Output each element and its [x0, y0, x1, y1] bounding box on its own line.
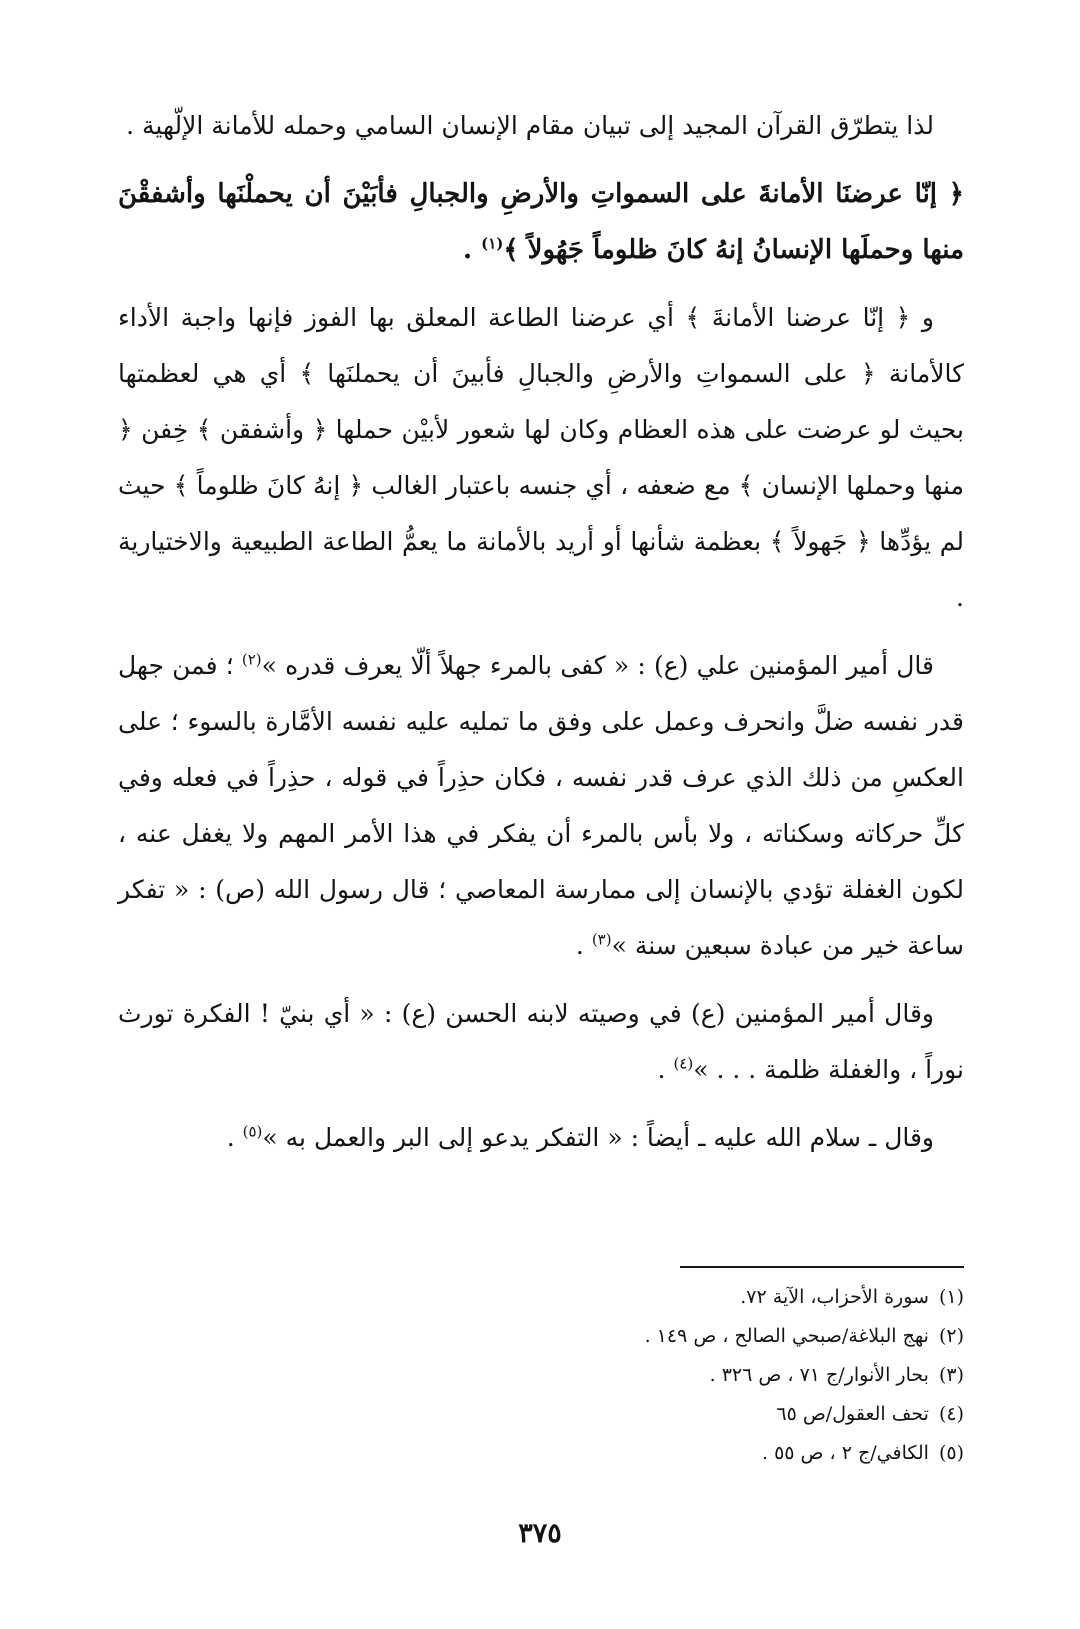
page-body [118, 98, 964, 1178]
quran-verse [118, 166, 964, 278]
footnote-text: الكافي/ج ٢ ، ص ٥٥ . [761, 1442, 929, 1464]
also-quote-paragraph [118, 1110, 964, 1166]
footnote-ref-3: (٣) [591, 930, 612, 949]
ali-quote-paragraph [118, 638, 964, 974]
footnote-text: سورة الأحزاب، الآية ٧٢. [740, 1286, 929, 1308]
page-number: ٣٧٥ [518, 1518, 562, 1549]
footnote-item [500, 1395, 964, 1434]
footnote-number: (٤) [938, 1403, 964, 1425]
footnote-item [500, 1317, 964, 1356]
hasan-quote-text: وقال أمير المؤمنين (ع) في وصيته لابنه الحسن (ع) : « أي بنيّ ! الفكرة تورث نوراً ، والغفلة ظلمة . . . » [118, 999, 964, 1084]
footnotes [500, 1278, 964, 1473]
footnote-number: (٢) [938, 1325, 964, 1347]
also-quote-tail: . [226, 1123, 243, 1152]
footnote-ref-5: (٥) [242, 1122, 263, 1141]
ali-quote-continuation: ؛ فمن جهل قدر نفسه ضلَّ وانحرف وعمل على وفق ما تمليه عليه نفسه الأمَّارة بالسوء ؛ على العكسِ من ذلك الذي عرف قدر نفسه ، فكان حذِراً في قوله ، حذِراً في فعله وفي كلِّ حركاته وسكناته ، ولا بأس بالمرء أن يفكر في هذا الأمر المهم ولا يغفل عنه ، لكون الغفلة تؤدي بالإنسان إلى ممارسة المعاصي ؛ قال رسول الله (ص) : « تفكر ساعة خير من عبادة سبعين سنة » [118, 651, 964, 960]
ali-quote-text: قال أمير المؤمنين علي (ع) : « كفى بالمرء جهلاً ألّا يعرف قدره » [261, 651, 935, 680]
footnote-ref-4: (٤) [673, 1054, 694, 1073]
footnote-text: تحف العقول/ص ٦٥ [776, 1403, 929, 1425]
quran-verse-tail: . [462, 235, 482, 265]
hasan-quote-tail: . [657, 1055, 674, 1084]
footnote-item [500, 1356, 964, 1395]
footnote-number: (١) [938, 1286, 964, 1308]
also-quote-text: وقال ـ سلام الله عليه ـ أيضاً : « التفكر يدعو إلى البر والعمل به » [262, 1123, 934, 1152]
ali-quote-tail: . [575, 931, 592, 960]
intro-paragraph: لذا يتطرّق القرآن المجيد إلى تبيان مقام الإنسان السامي وحمله للأمانة الإلّهية . [126, 111, 934, 140]
footnote-number: (٥) [938, 1442, 964, 1464]
tafsir-paragraph: و ﴿ إنّا عرضنا الأمانةَ ﴾ أي عرضنا الطاعة المعلق بها الفوز فإنها واجبة الأداء كالأمانة ﴿ على السمواتِ والأرضِ والجبالِ فأبينَ أن يحملنَها ﴾ أي هي لعظمتها بحيث لو عرضت على هذه العظام وكان لها شعور لأبيْن حملها ﴿ وأشفقن ﴾ خِفن ﴿ منها وحملها الإنسان ﴾ مع ضعفه ، أي جنسه باعتبار الغالب ﴿ إنهُ كانَ ظلوماً ﴾ حيث لم يؤدِّها ﴿ جَهولاً ﴾ بعظمة شأنها أو أريد بالأمانة ما يعمُّ الطاعة الطبيعية والاختيارية . [118, 303, 964, 612]
footnote-text: نهج البلاغة/صبحي الصالح ، ص ١٤٩ . [644, 1325, 929, 1347]
footnote-number: (٣) [938, 1364, 964, 1386]
footnote-text: بحار الأنوار/ج ٧١ ، ص ٣٢٦ . [709, 1364, 929, 1386]
footnote-item [500, 1278, 964, 1317]
footnote-ref-2: (٢) [241, 650, 262, 669]
footnote-divider [680, 1266, 964, 1268]
footnote-item [500, 1434, 964, 1473]
footnote-ref-1: (١) [481, 234, 504, 253]
quran-verse-text: ﴿ إنّا عرضنَا الأمانةَ على السمواتِ والأرضِ والجبالِ فأبَيْنَ أن يحملْنَها وأشفقْنَ منها وحملَها الإنسانُ إنهُ كانَ ظلوماً جَهُولاً ﴾ [118, 179, 964, 265]
hasan-quote-paragraph [118, 986, 964, 1098]
